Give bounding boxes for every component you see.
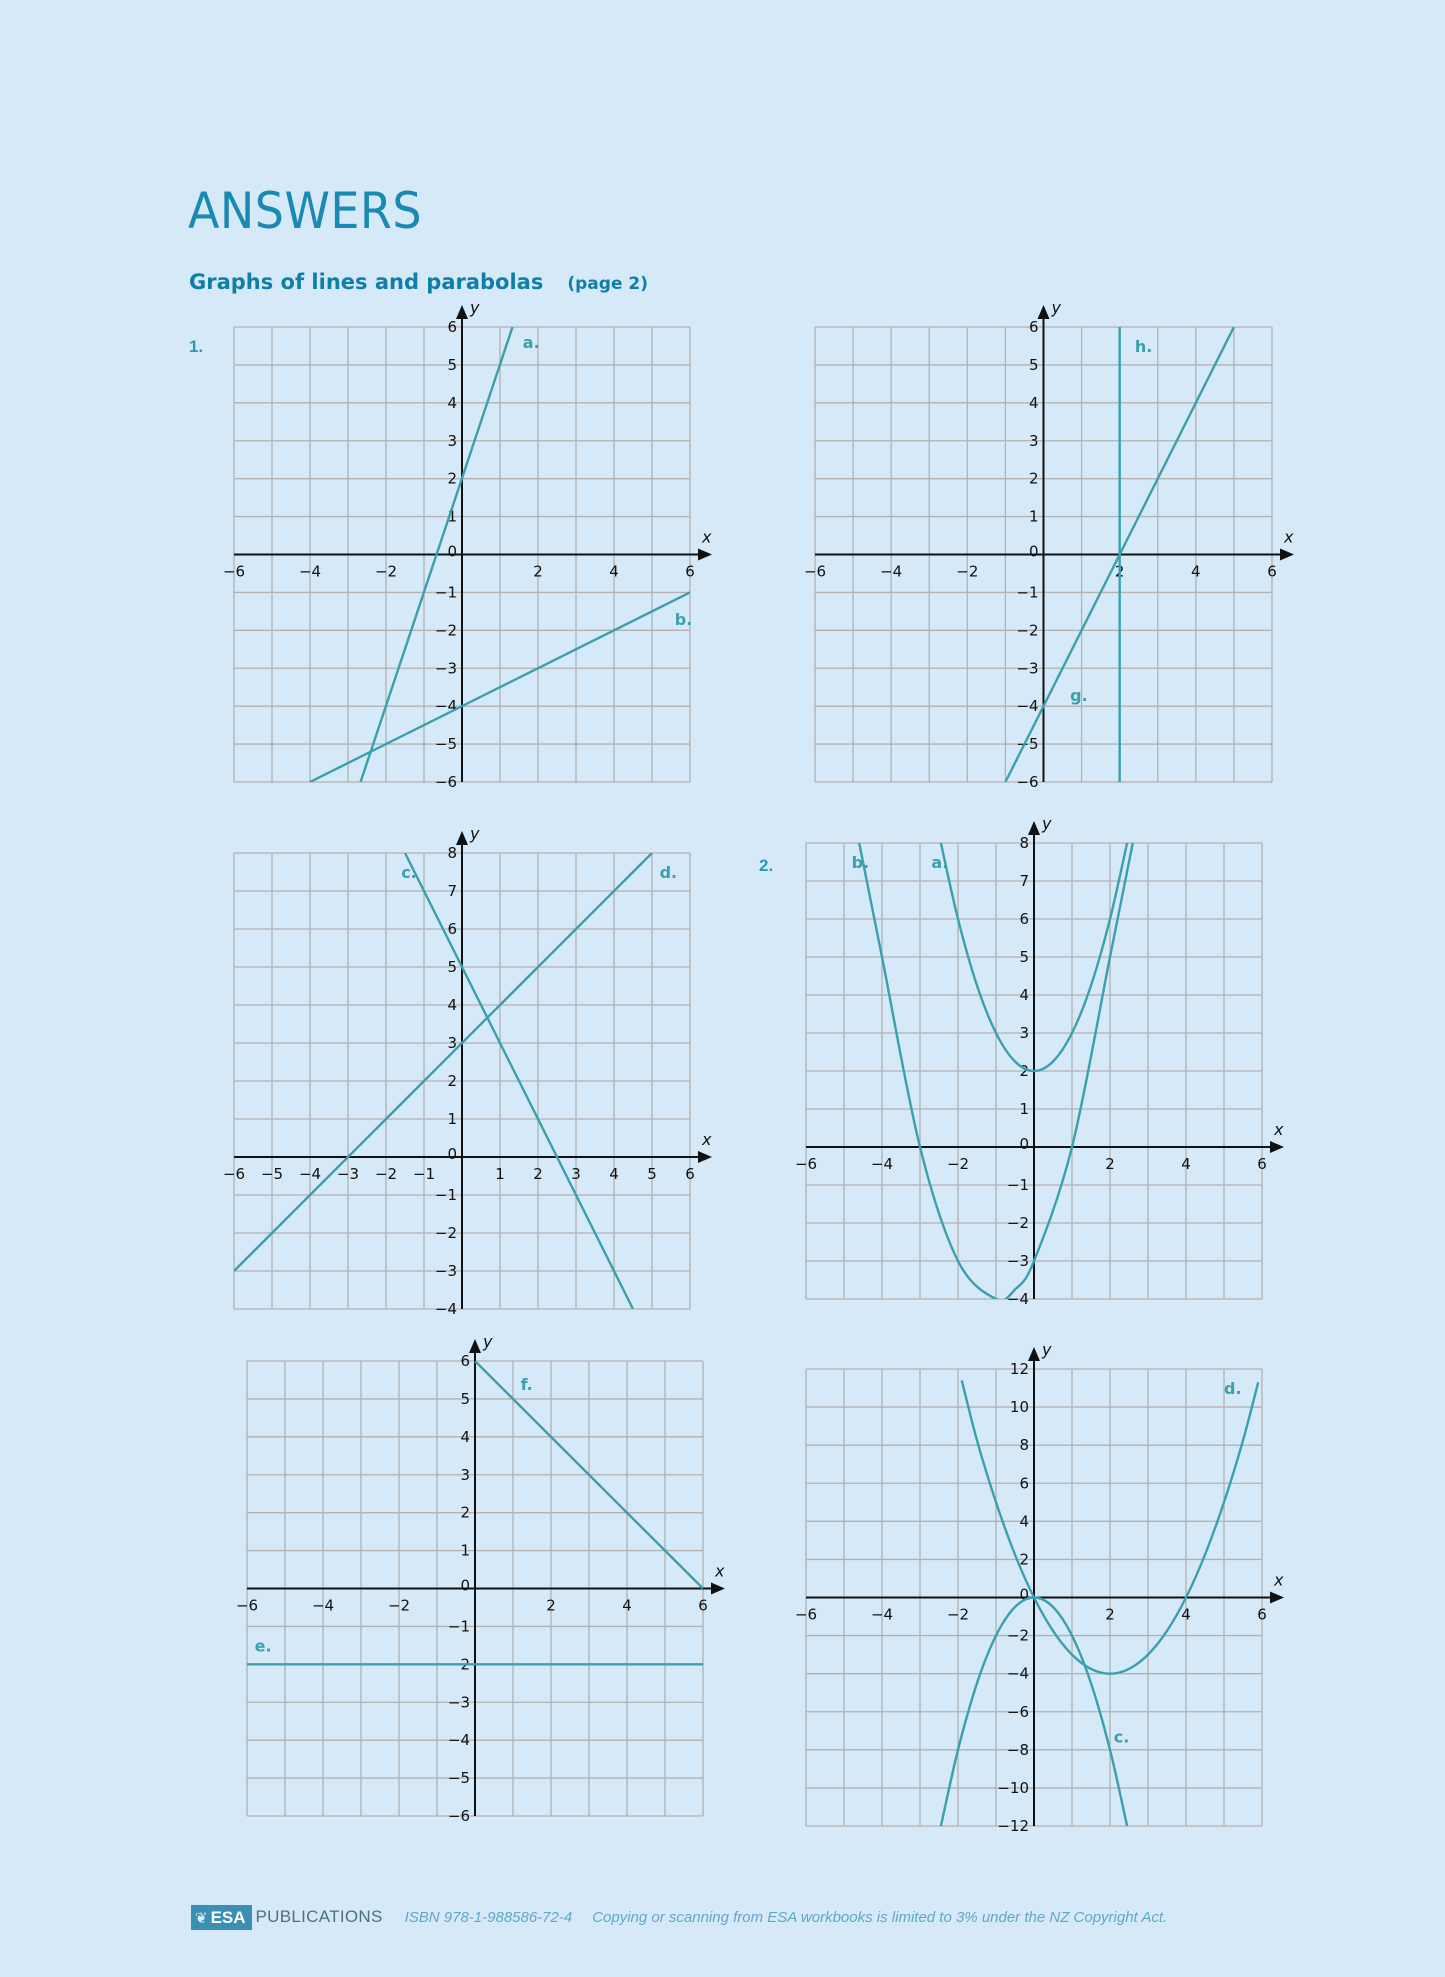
graph-2-ab: [770, 814, 1292, 1335]
x-tick-label: −6: [222, 1165, 246, 1183]
y-axis-arrow-icon: [1038, 305, 1050, 319]
y-tick-label: 6: [1019, 1474, 1029, 1493]
x-tick-label: 3: [571, 1165, 581, 1183]
y-tick-label: 0: [1028, 542, 1039, 561]
x-tick-label: −2: [956, 562, 979, 581]
x-axis-label: x: [702, 527, 712, 547]
x-tick-label: −4: [298, 562, 322, 581]
y-tick-label: −4: [1016, 697, 1039, 716]
x-tick-label: −2: [374, 562, 398, 581]
y-tick-label: 8: [1019, 1436, 1029, 1455]
y-tick-label: 2: [447, 469, 457, 488]
y-tick-label: −6: [447, 1807, 470, 1825]
y-tick-label: −1: [1016, 583, 1039, 602]
plot-area: [804, 298, 1294, 791]
y-tick-label: −4: [1006, 1290, 1029, 1308]
y-axis-label: y: [1042, 814, 1052, 833]
y-tick-label: 6: [1019, 910, 1029, 928]
y-tick-label: −6: [434, 773, 457, 791]
x-tick-label: 1: [495, 1165, 505, 1183]
series-label: b.: [851, 853, 870, 872]
y-tick-label: −1: [1006, 1176, 1029, 1194]
y-tick-label: 1: [460, 1541, 470, 1560]
x-tick-label: 2: [546, 1596, 556, 1615]
x-tick-label: −1: [412, 1165, 436, 1183]
y-tick-label: 4: [447, 996, 457, 1014]
y-tick-label: 3: [447, 1034, 457, 1052]
y-tick-label: 2: [1019, 1550, 1029, 1569]
y-tick-label: 5: [1028, 355, 1039, 374]
logo-brand: ESA: [210, 1907, 246, 1927]
x-axis-arrow-icon: [698, 1151, 712, 1163]
graph-canvas: [770, 814, 1292, 1335]
y-tick-label: 2: [460, 1503, 470, 1522]
x-tick-label: −3: [336, 1165, 360, 1183]
y-axis-label: y: [1051, 298, 1061, 317]
y-tick-label: −5: [1016, 735, 1039, 754]
y-tick-label: −5: [447, 1769, 470, 1788]
y-tick-label: 2: [1028, 469, 1039, 488]
x-axis-label: x: [1274, 1570, 1284, 1590]
x-tick-label: −6: [222, 562, 246, 581]
page-title: ANSWERS: [188, 182, 423, 240]
y-tick-label: −3: [447, 1693, 470, 1712]
y-tick-label: −4: [447, 1731, 470, 1750]
graph-canvas: [198, 824, 720, 1345]
y-tick-label: −2: [1016, 621, 1039, 640]
series-label: f.: [520, 1374, 533, 1394]
y-tick-label: −2: [447, 1655, 470, 1674]
x-tick-label: −2: [374, 1165, 398, 1183]
y-tick-label: 6: [447, 920, 457, 938]
x-tick-label: −4: [870, 1155, 894, 1173]
graph-canvas: [198, 298, 720, 818]
y-tick-label: −2: [1006, 1626, 1029, 1645]
y-tick-label: 7: [1019, 872, 1029, 890]
y-tick-label: 0: [447, 542, 457, 561]
graph-1-gh: [779, 298, 1302, 818]
plot-area: [795, 814, 1284, 1308]
y-tick-label: 4: [1028, 393, 1039, 412]
y-tick-label: 1: [1028, 507, 1039, 526]
x-tick-label: 6: [1267, 562, 1277, 581]
series-label: c.: [1113, 1727, 1130, 1747]
y-tick-label: −3: [434, 1262, 457, 1280]
page-reference: (page 2): [567, 274, 648, 294]
y-tick-label: −4: [434, 697, 457, 716]
y-tick-label: 7: [447, 882, 457, 900]
graph-1-ef: [211, 1332, 733, 1852]
x-axis-arrow-icon: [1280, 549, 1294, 561]
series-label: a.: [522, 333, 540, 353]
x-tick-label: 6: [1257, 1605, 1267, 1624]
series-label: d.: [1224, 1379, 1242, 1399]
plot-area: [236, 1332, 725, 1825]
y-tick-label: −10: [997, 1778, 1029, 1797]
y-axis-arrow-icon: [456, 831, 468, 845]
x-tick-label: −5: [260, 1165, 284, 1183]
x-tick-label: 4: [1181, 1605, 1191, 1624]
esa-logo: [191, 1905, 252, 1930]
x-tick-label: −6: [803, 562, 827, 581]
y-tick-label: 5: [447, 958, 457, 976]
x-tick-label: 2: [533, 1165, 543, 1183]
y-tick-label: −3: [434, 659, 457, 678]
y-tick-label: 3: [460, 1465, 470, 1484]
isbn: ISBN 978-1-988586-72-4: [404, 1908, 573, 1926]
x-tick-label: −6: [794, 1155, 818, 1173]
y-axis-arrow-icon: [469, 1339, 481, 1353]
y-tick-label: −1: [447, 1617, 470, 1636]
question-number-2: 2.: [759, 856, 774, 875]
y-tick-label: −6: [1006, 1702, 1029, 1721]
y-tick-label: −2: [434, 621, 457, 640]
y-tick-label: −4: [1006, 1664, 1029, 1683]
footer: [191, 1904, 1167, 1930]
y-tick-label: 4: [460, 1427, 470, 1446]
y-tick-label: 2: [1019, 1062, 1029, 1080]
x-tick-label: 2: [1105, 1155, 1115, 1173]
graph-canvas: [211, 1332, 733, 1852]
x-tick-label: 4: [609, 562, 619, 581]
x-axis-arrow-icon: [711, 1583, 725, 1595]
y-axis-label: y: [483, 1332, 493, 1351]
x-tick-label: 4: [609, 1165, 619, 1183]
y-tick-label: 0: [1019, 1585, 1029, 1604]
y-axis-arrow-icon: [1028, 1347, 1040, 1361]
graph-1-cd: [198, 824, 720, 1345]
y-axis-label: y: [470, 298, 480, 317]
x-tick-label: −4: [880, 562, 903, 581]
series-label: b.: [674, 609, 693, 629]
y-tick-label: −8: [1006, 1740, 1029, 1759]
y-tick-label: 1: [447, 1110, 457, 1128]
y-tick-label: −5: [434, 735, 457, 754]
x-axis-label: x: [715, 1561, 725, 1581]
subtitle-text: Graphs of lines and parabolas: [189, 270, 544, 294]
x-tick-label: 2: [1114, 562, 1125, 581]
y-axis-label: y: [1042, 1340, 1052, 1359]
y-tick-label: 6: [447, 318, 457, 336]
x-tick-label: 4: [1181, 1155, 1191, 1173]
y-tick-label: 5: [447, 355, 457, 374]
y-tick-label: −2: [434, 1224, 457, 1242]
plot-area: [223, 298, 712, 791]
x-tick-label: −2: [946, 1605, 970, 1624]
x-tick-label: 6: [685, 1165, 695, 1183]
y-axis-arrow-icon: [456, 305, 468, 319]
graph-canvas: [770, 1340, 1292, 1862]
y-tick-label: 4: [1019, 986, 1029, 1004]
y-tick-label: 3: [1028, 431, 1039, 450]
x-tick-label: −4: [311, 1596, 335, 1615]
section-subtitle: [189, 270, 648, 294]
y-tick-label: 5: [1019, 948, 1029, 966]
x-tick-label: 6: [685, 562, 695, 581]
question-number-1: 1.: [189, 337, 204, 356]
y-tick-label: 3: [1019, 1024, 1029, 1042]
y-tick-label: 3: [447, 431, 457, 450]
x-axis-arrow-icon: [698, 549, 712, 561]
graph-1-ab: [198, 298, 720, 818]
y-tick-label: 1: [447, 507, 457, 526]
series-label: a.: [931, 853, 949, 872]
x-tick-label: 2: [533, 562, 543, 581]
y-tick-label: −2: [1006, 1214, 1029, 1232]
y-tick-label: −1: [434, 1186, 457, 1204]
y-tick-label: 4: [1019, 1512, 1029, 1531]
x-axis-arrow-icon: [1270, 1141, 1284, 1153]
y-tick-label: −6: [1016, 773, 1039, 791]
plot-area: [795, 1340, 1284, 1835]
series-line: [234, 853, 652, 1271]
x-tick-label: −6: [794, 1605, 818, 1624]
series-group: [941, 1380, 1258, 1826]
x-tick-label: 2: [1105, 1605, 1115, 1624]
y-tick-label: 6: [460, 1352, 470, 1370]
y-tick-label: 5: [460, 1389, 470, 1408]
y-tick-label: −1: [434, 583, 457, 602]
y-tick-label: 8: [1019, 834, 1029, 852]
y-axis-arrow-icon: [1028, 821, 1040, 835]
x-tick-label: 5: [647, 1165, 657, 1183]
graph-2-cd: [770, 1340, 1292, 1862]
x-tick-label: 4: [622, 1596, 632, 1615]
x-axis-label: x: [1274, 1120, 1284, 1139]
plot-area: [223, 824, 712, 1318]
publisher-name: PUBLICATIONS: [255, 1907, 383, 1926]
y-tick-label: −3: [1006, 1252, 1029, 1270]
x-tick-label: 6: [1257, 1155, 1267, 1173]
series-label: h.: [1134, 336, 1153, 356]
y-axis-label: y: [470, 824, 480, 843]
series-label: c.: [401, 863, 417, 882]
x-tick-label: −2: [387, 1596, 411, 1615]
y-tick-label: 0: [447, 1145, 457, 1163]
graph-canvas: [779, 298, 1302, 818]
y-tick-label: 0: [1019, 1135, 1029, 1153]
x-axis-label: x: [1284, 527, 1294, 547]
copyright-notice: Copying or scanning from ESA workbooks is limited to 3% under the NZ Copyright Act.: [592, 1908, 1168, 1926]
y-tick-label: 12: [1009, 1360, 1029, 1378]
series-label: e.: [254, 1636, 272, 1656]
x-tick-label: −4: [298, 1165, 322, 1183]
x-tick-label: −4: [870, 1605, 894, 1624]
leaf-icon: ❦: [195, 1909, 208, 1927]
x-tick-label: 4: [1191, 562, 1201, 581]
y-tick-label: 10: [1009, 1398, 1029, 1417]
y-tick-label: 4: [447, 393, 457, 412]
x-axis-label: x: [702, 1130, 712, 1149]
y-tick-label: 2: [447, 1072, 457, 1090]
x-tick-label: −2: [946, 1155, 970, 1173]
y-tick-label: 0: [460, 1576, 470, 1595]
x-axis-arrow-icon: [1270, 1592, 1284, 1604]
y-tick-label: −3: [1016, 659, 1039, 678]
x-tick-label: −6: [235, 1596, 259, 1615]
y-tick-label: −12: [997, 1817, 1029, 1835]
y-tick-label: 1: [1019, 1100, 1029, 1118]
x-tick-label: 6: [698, 1596, 708, 1615]
series-label: d.: [659, 863, 678, 882]
y-tick-label: 8: [447, 844, 457, 862]
y-tick-label: 6: [1028, 318, 1039, 336]
y-tick-label: −4: [434, 1300, 457, 1318]
series-label: g.: [1070, 685, 1088, 705]
